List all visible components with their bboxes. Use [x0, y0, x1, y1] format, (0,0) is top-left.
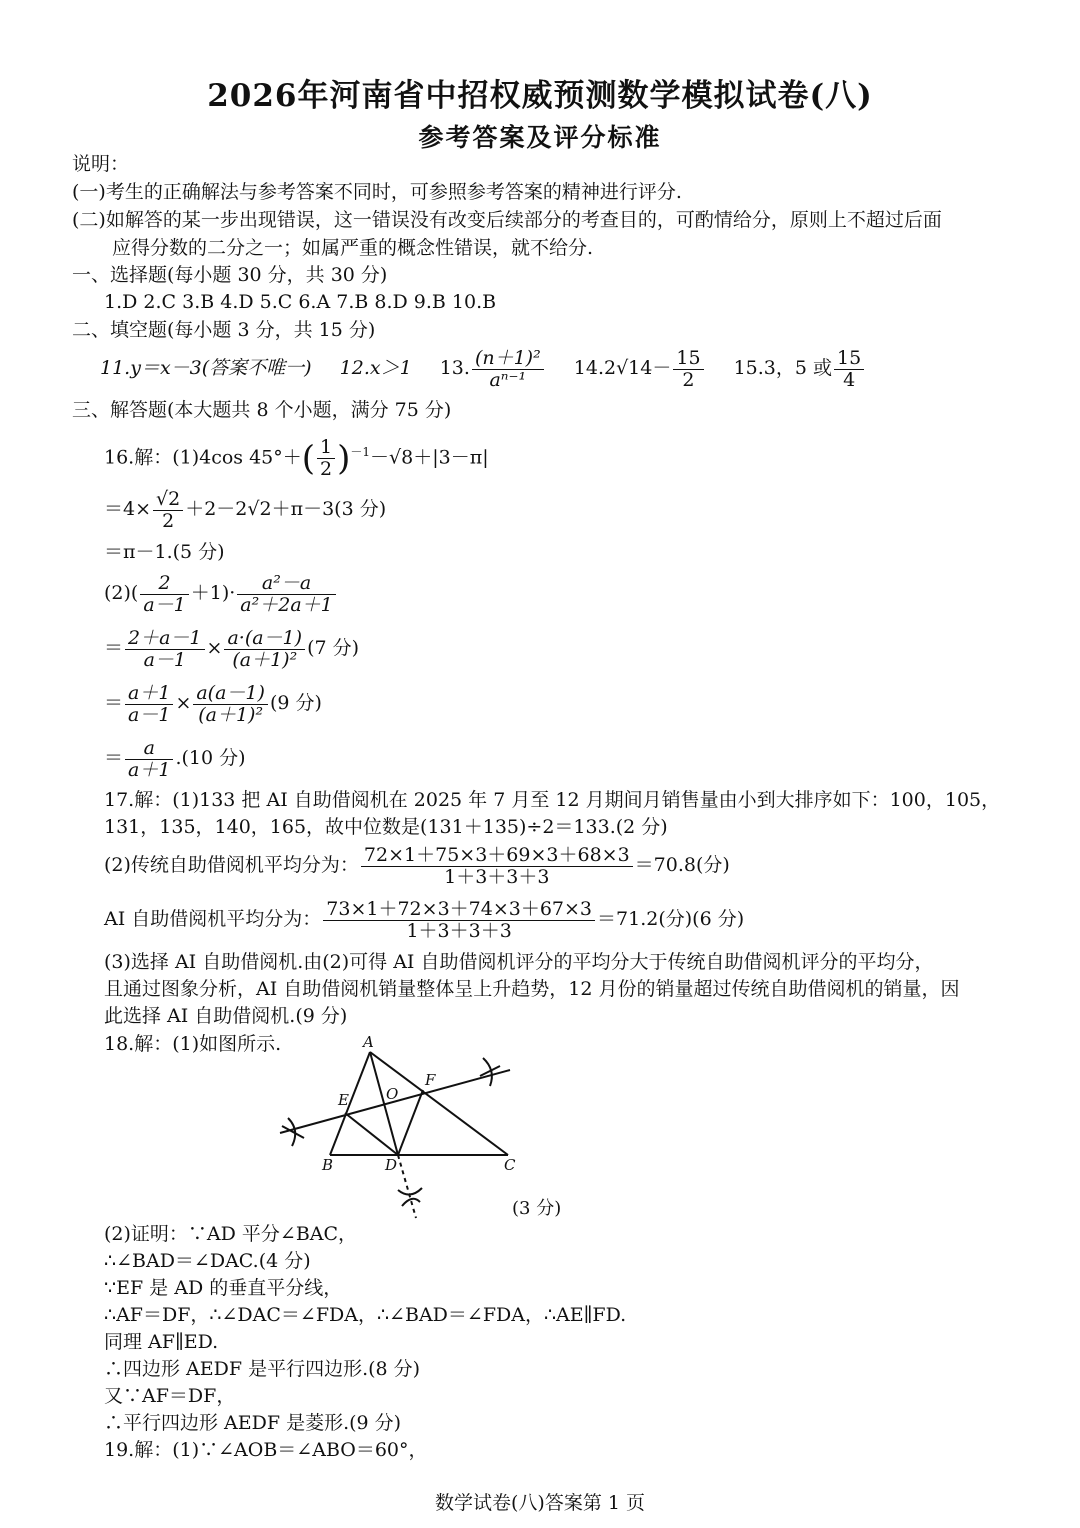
label-a: A	[363, 1033, 374, 1051]
q16-line-7: ＝ $\frac{a}{a+1}$ .(10 分)	[104, 736, 246, 781]
q18-line-6: 同理 AF∥ED.	[104, 1331, 219, 1353]
q18-line-3: ∴∠BAD＝∠DAC.(4 分)	[104, 1250, 311, 1272]
answer-12: 12.x＞1	[339, 357, 412, 379]
answer-11: 11.y＝x－3(答案不唯一)	[100, 357, 312, 379]
answer-14-label: 14.2√14－	[573, 357, 672, 379]
q18-line-1: 18.解：(1)如图所示.	[104, 1033, 282, 1055]
q16-line-5: ＝ $\frac{2+a-1}{a-1}$ × $\frac{a\cdot(a-1)}{\text{(a＋1)²}}$ (7 分)	[104, 626, 360, 671]
figure-score: (3 分)	[512, 1198, 562, 1219]
answer-14-fraction: $\frac{15}{2}$	[673, 348, 703, 391]
section-3-heading: 三、解答题(本大题共 8 个小题，满分 75 分)	[72, 399, 452, 421]
label-e: E	[338, 1091, 349, 1109]
answer-15-fraction: $\frac{15}{4}$	[834, 348, 864, 391]
label-d: D	[385, 1156, 398, 1174]
q17-line-3: (2)传统自助借阅机平均分为： $\frac{72\times 1+75\times 3+69\times 3+68\times 3}{1+3+3+3}$ ＝70.8(分)	[104, 843, 730, 888]
q17-line-5: (3)选择 AI 自助借阅机.由(2)可得 AI 自助借阅机评分的平均分大于传统自助借阅机评分的平均分，	[104, 951, 934, 973]
segment-ed	[345, 1113, 398, 1155]
q17-line-7: 此选择 AI 自助借阅机.(9 分)	[104, 1005, 348, 1027]
q18-line-2: (2)证明：∵AD 平分∠BAC，	[104, 1223, 358, 1245]
q16-half-fraction: $\frac{1}{2}$	[317, 437, 335, 480]
note-2-line-1: (二)如解答的某一步出现错误，这一错误没有改变后续部分的考查目的，可酌情给分，原则上不超过后面	[72, 209, 942, 231]
q16-line-4: (2)( $\frac{2}{a-1}$ ＋1)· $\frac{\text{a²－a}}{\text{a²＋2a＋1}}$	[104, 570, 338, 616]
note-1: (一)考生的正确解法与参考答案不同时，可参照参考答案的精神进行评分.	[72, 181, 682, 203]
q16-line-1: 16.解：(1)4cos 45°＋( $\frac{1}{2}$ )$^{-1}$－√8＋|3－π|	[104, 435, 489, 480]
notes-label: 说明：	[72, 153, 130, 175]
q17-line-2: 131，135，140，165，故中位数是(131＋135)÷2＝133.(2 分)	[104, 816, 668, 838]
label-f: F	[425, 1071, 436, 1089]
section-2-answers	[100, 346, 866, 391]
label-o: O	[386, 1085, 399, 1103]
q17-line-4: AI 自助借阅机平均分为： $\frac{73\times 1+72\times 3+74\times 3+67\times 3}{1+3+3+3}$ ＝71.2(分)(6 分)	[104, 897, 745, 942]
q19-line-1: 19.解：(1)∵∠AOB＝∠ABO＝60°，	[104, 1439, 428, 1461]
section-2-heading: 二、填空题(每小题 3 分，共 15 分)	[72, 319, 376, 341]
page-footer: 数学试卷(八)答案第 1 页	[435, 1492, 645, 1514]
section-1-answers: 1.D 2.C 3.B 4.D 5.C 6.A 7.B 8.D 9.B 10.B	[104, 291, 497, 313]
q16-sqrt2-fraction: $\frac{√2}{2}$	[153, 489, 183, 532]
label-b: B	[322, 1156, 334, 1174]
page-subtitle: 参考答案及评分标准	[418, 123, 662, 152]
answer-15-label: 15.3，5 或	[733, 357, 833, 379]
q16-line-6: ＝ $\frac{a+1}{a-1}$ × $\frac{a(a-1)}{\text{(a＋1)²}}$ (9 分)	[104, 681, 322, 726]
dashed-extension	[398, 1155, 416, 1218]
side-ab	[330, 1052, 370, 1155]
note-2-line-2: 应得分数的二分之一；如属严重的概念性错误，就不给分.	[112, 237, 594, 259]
page-title: 2026年河南省中招权威预测数学模拟试卷(八)	[207, 78, 873, 114]
q16-line-3: ＝π－1.(5 分)	[104, 541, 225, 563]
arc-bottom	[398, 1188, 422, 1195]
answer-13-fraction: $\frac{\text{(n＋1)²}}{\text{aⁿ⁻¹}}$	[472, 348, 544, 391]
label-c: C	[504, 1156, 516, 1174]
q16-line-2: ＝4× $\frac{√2}{2}$ ＋2－2√2＋π－3(3 分)	[104, 487, 387, 532]
q17-line-6: 且通过图象分析，AI 自助借阅机销量整体呈上升趋势，12 月份的销量超过传统自助借阅机的销量，因	[104, 978, 960, 1000]
q18-line-9: ∴平行四边形 AEDF 是菱形.(9 分)	[104, 1412, 402, 1434]
section-1-heading: 一、选择题(每小题 30 分，共 30 分)	[72, 264, 388, 286]
q18-geometry-figure	[270, 1030, 590, 1225]
q17-line-1: 17.解：(1)133 把 AI 自助借阅机在 2025 年 7 月至 12 月期间月销售量由小到大排序如下：100，105，	[104, 789, 1001, 811]
q18-line-4: ∵EF 是 AD 的垂直平分线，	[104, 1277, 343, 1299]
q18-line-5: ∴AF＝DF，∴∠DAC＝∠FDA，∴∠BAD＝∠FDA，∴AE∥FD.	[104, 1304, 627, 1326]
q18-line-8: 又∵AF＝DF，	[104, 1385, 236, 1407]
answer-13-label: 13.	[439, 357, 470, 379]
q18-line-7: ∴四边形 AEDF 是平行四边形.(8 分)	[104, 1358, 421, 1380]
